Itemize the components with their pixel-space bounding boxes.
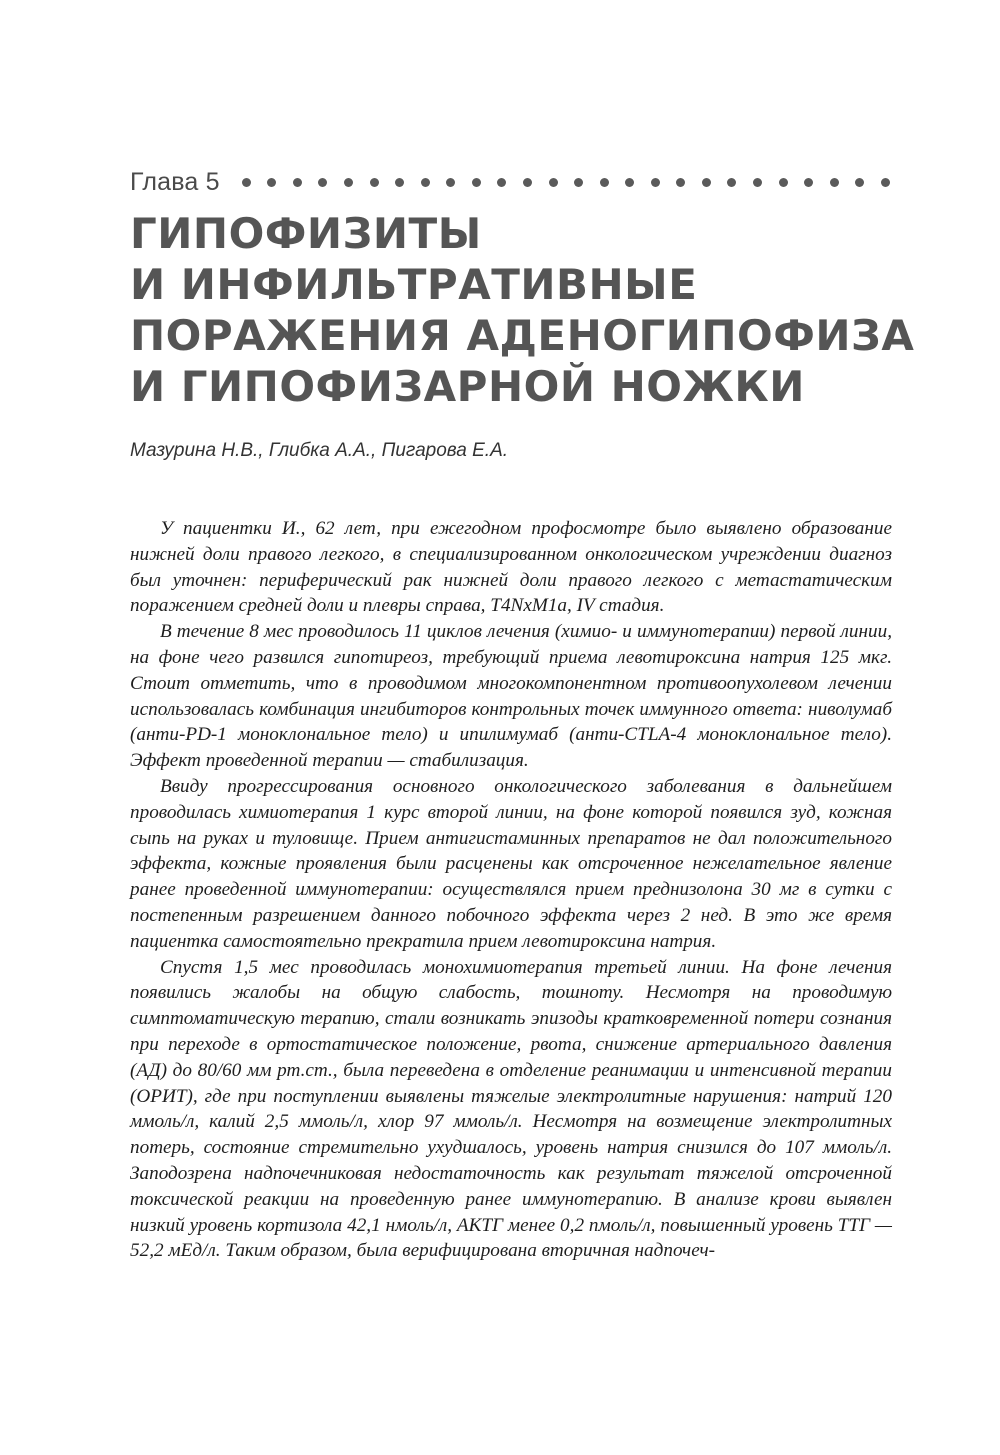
rule-dot — [779, 178, 788, 187]
paragraph: У пациентки И., 62 лет, при ежегодном профосмотре было выявлено образование нижней доли правого легкого, в специализированном онкологическом учреждении диагноз был уточнен: периферический рак нижней доли правого легкого с метастатическим поражением средней доли и плевры справа, T4NxM1a, IV стадия. — [130, 518, 892, 617]
title-line: ПОРАЖЕНИЯ АДЕНОГИПОФИЗА — [130, 311, 915, 360]
paragraph: В течение 8 мес проводилось 11 циклов лечения (химио- и иммунотерапии) первой линии, на фоне чего развился гипотиреоз, требующий приема левотироксина натрия 125 мкг. Стоит отметить, что в проводимом многокомпонентном противоопухолевом лечении использовалась комбинация ингибиторов контрольных точек иммунного ответа: ниволумаб (анти-PD-1 моноклональное тело) и ипилимумаб (анти-CTLA-4 моноклональное тело). Эффект проведенной терапии — стабилизация. — [130, 621, 892, 772]
rule-dot — [318, 178, 327, 187]
rule-dot — [702, 178, 711, 187]
chapter-dot-rule — [242, 177, 890, 187]
rule-dot — [370, 178, 379, 187]
rule-dot — [676, 178, 685, 187]
rule-dot — [523, 178, 532, 187]
chapter-title — [130, 208, 930, 412]
rule-dot — [344, 178, 353, 187]
chapter-header — [130, 166, 890, 198]
rule-dot — [830, 178, 839, 187]
rule-dot — [881, 178, 890, 187]
body-text — [130, 516, 892, 1264]
rule-dot — [600, 178, 609, 187]
rule-dot — [497, 178, 506, 187]
title-line: И ГИПОФИЗАРНОЙ НОЖКИ — [130, 362, 805, 411]
rule-dot — [625, 178, 634, 187]
paragraph: Ввиду прогрессирования основного онкологического заболевания в дальнейшем проводилась химиотерапия 1 курс второй линии, на фоне которой появился зуд, кожная сыпь на руках и туловище. Прием антигистаминных препаратов не дал положительного эффекта, кожные проявления были расценены как отсроченное нежелательное явление ранее проведенной иммунотерапии: осуществлялся прием преднизолона 30 мг в сутки с постепенным разрешением данного побочного эффекта через 2 нед. В это же время пациентка самостоятельно прекратила прием левотироксина натрия. — [130, 775, 892, 952]
rule-dot — [472, 178, 481, 187]
title-line: ГИПОФИЗИТЫ — [130, 209, 482, 258]
rule-dot — [421, 178, 430, 187]
rule-dot — [446, 178, 455, 187]
rule-dot — [727, 178, 736, 187]
rule-dot — [267, 178, 276, 187]
chapter-label: Глава 5 — [130, 167, 220, 196]
rule-dot — [242, 178, 251, 187]
rule-dot — [293, 178, 302, 187]
rule-dot — [395, 178, 404, 187]
rule-dot — [651, 178, 660, 187]
paragraph: Спустя 1,5 мес проводилась монохимиотерапия третьей линии. На фоне лечения появились жалобы на общую слабость, тошноту. Несмотря на проводимую симптоматическую терапию, стали возникать эпизоды кратковременной потери сознания при переходе в ортостатическое положение, рвота, снижение артериального давления (АД) до 80/60 мм рт.ст., была переведена в отделение реанимации и интенсивной терапии (ОРИТ), где при поступлении выявлены тяжелые электролитные нарушения: натрий 120 ммоль/л, калий 2,5 ммоль/л, хлор 97 ммоль/л. Несмотря на возмещение электролитных потерь, состояние стремительно ухудшалось, уровень натрия снизился до 107 ммоль/л. Заподозрена надпочечниковая недостаточность как результат тяжелой отсроченной токсической реакции на проведенную ранее иммунотерапию. В анализе крови выявлен низкий уровень кортизола 42,1 нмоль/л, АКТГ менее 0,2 пмоль/л, повышенный уровень ТТГ — 52,2 мЕд/л. Таким образом, была верифицирована вторичная надпочеч- — [130, 956, 892, 1262]
authors: Мазурина Н.В., Глибка А.А., Пигарова Е.А. — [130, 440, 509, 461]
rule-dot — [804, 178, 813, 187]
rule-dot — [855, 178, 864, 187]
title-line: И ИНФИЛЬТРАТИВНЫЕ — [130, 260, 698, 309]
rule-dot — [549, 178, 558, 187]
rule-dot — [574, 178, 583, 187]
rule-dot — [753, 178, 762, 187]
